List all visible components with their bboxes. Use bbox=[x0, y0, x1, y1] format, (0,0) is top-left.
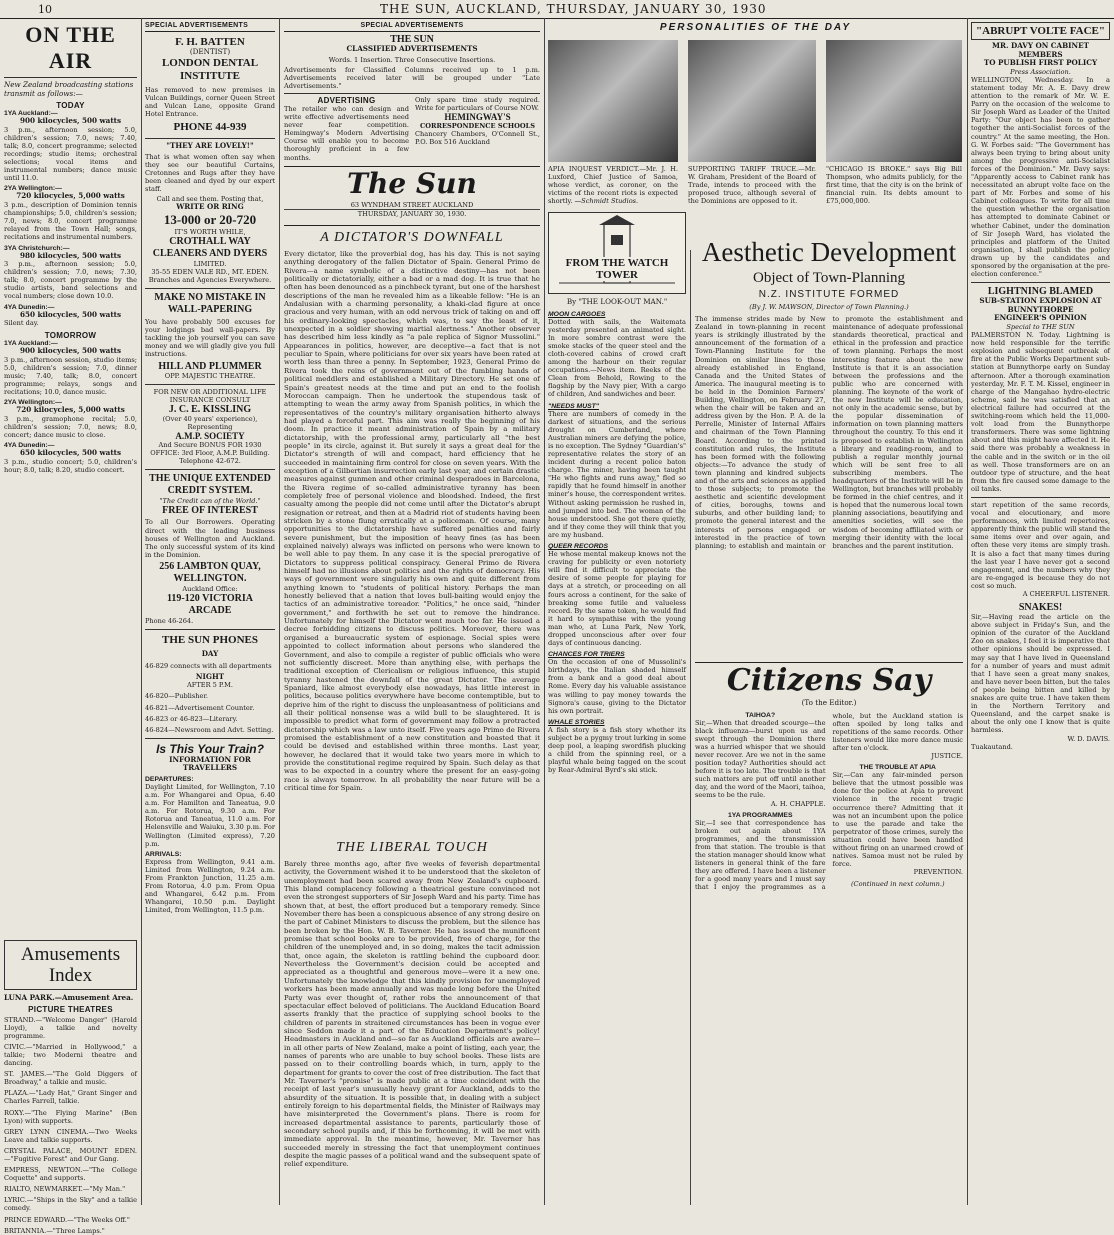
snakes-letter: Sir,—Having read the article on the above subject in Friday's Sun, and the opinion of the curator of the Auckland Zoo on snakes, I feel it is imperative that other opinions should be expressed. I may say that I have lived in Queensland for a number of years and must admit that I have seen a great many snakes, and have never been bitten, but the tales of people being bitten and killed by snakes are quite true. I have taken them in the Northern Territory and Queensland, and the carpet snake is about the only one I know that is quite harmless. bbox=[971, 613, 1110, 735]
editorial-dictator bbox=[284, 228, 540, 818]
hill-plummer-address: OPP. MAJESTIC THEATRE. bbox=[164, 371, 256, 380]
amusement-item: EMPRESS, NEWTON.—"The College Coquette" and supports. bbox=[4, 1166, 137, 1183]
caption-graham: SUPPORTING TARIFF TRUCE.—Mr. W. Graham, President of the Board of Trade, intends to proceed with the proposed truce, although several of the Dominions are opposed to it. bbox=[688, 165, 816, 206]
radio-column bbox=[4, 22, 137, 562]
page-number: 10 bbox=[38, 3, 52, 16]
phone-line: 46-821—Advertisement Counter. bbox=[145, 703, 255, 712]
editorial-liberal-body: Barely three months ago, after five weeks of feverish departmental activity, the Government wished it to be understood that the skeleton of unemployment had been scared away from New Zealand's cupboard. This bland complacency following a theatrical gesture convinced not even the strongest supporters of Sir Joseph Ward and his party. Time has shown that, at best, the effort produced but a temporary remedy. Since November there has been a conspicuous absence of any strong desire on the part of Cabinet Ministers to discuss the problem, but the silence has been broken by the Hon. W. B. Taverner. He has issued the munificent promise that school books are to be provided, free of charge, for the children of the unemployed and, in so doing, makes the tacit admission that, once again, the skeleton is rattling behind the cupboard door. Nevertheless the Government's decision could be accepted and appreciated as a thoughtful and generous move—were it a new one. Unfortunately the knowledge that this kindly provision for unemployed workers has been made annually and was made long before the United Party was ever thought of, rather robs the announcement of that spectacular effect beloved of politicians. The Auckland Education Board asserts frankly that the practice of supplying school books to the children of parents in straitened circumstances has been in vogue ever since Seddon made it a part of the Education Department's policy! Headmasters in Auckland and—so far as Auckland officials are aware—in all other parts of New Zealand, make a point of listing, each year, the names of parents who are unable to buy school books. These lists are passed on to their controlling boards which, in turn, apply to the department for grants to cover the cost of free distribution. The fact that Mr. Taverner's "promise" is made public at a time coincident with the receipt of last year's unusually heavy grant for Auckland, adds to the absurdity of the situation. It is possible that, in dealing with a subject entirely foreign to his departmental fields, the Minister of Railways may have misinterpreted the Government's plans. There is room for increased departmental assistance to parents, particularly those of secondary school pupils and, if this be forthcoming, it will be met with immediate approval. In the meantime, however, Mr. Taverner has succeeded merely in stressing the fact that unemployment continues despite the magic passes of a political wand and the subsequent spate of relief expenditure. bbox=[284, 860, 540, 1169]
editorial-liberal-title: THE LIBERAL TOUCH bbox=[336, 840, 488, 855]
amusement-item: ST. JAMES.—"The Gold Diggers of Broadway," a talkie and music. bbox=[4, 1070, 137, 1087]
lovely-call: Call and see them. Posting that, bbox=[156, 195, 264, 204]
hemingway-advertising-text: The retailer who can design and write effective advertisements need never fear competition. Hemingway's Modern Advertising Course will enable you to become thoroughly proficient in a few months. bbox=[284, 104, 409, 162]
personalities-header bbox=[548, 22, 963, 36]
kissling-bonus: And Secure BONUS FOR 1930 bbox=[158, 441, 262, 450]
wallpaper-text: You have probably 500 excuses for your lodgings bad wall-papers. By tackling the job yourself you can save money and we will gladly give you full instructions. bbox=[145, 318, 275, 359]
tower-text: On the occasion of one of Mussolini's birthdays, the Italian shaded himself from a bank and a good deal about Rome. Every day his valuable assistance was willing to pay money towards the Signora's cause, giving to the Dictator his own portrait. bbox=[548, 658, 686, 715]
station-programme: 3 p.m., gramophone recital; 5.0, children's session; 7.0, news; 8.0, concert; dance music to close. bbox=[4, 414, 137, 440]
cleaners-phone-numbers: 13-000 or 20-720 bbox=[163, 211, 257, 227]
portrait-graham bbox=[688, 40, 816, 162]
special-ads-column bbox=[145, 22, 275, 1205]
aesthetic-title: Aesthetic Development bbox=[701, 237, 957, 267]
letter-signature: JUSTICE. bbox=[931, 752, 963, 761]
batten-name: F. H. BATTEN bbox=[175, 36, 245, 48]
kissling-office: OFFICE: 3rd Floor, A.M.P. Building. Telephone 42-672. bbox=[150, 449, 270, 466]
letter-signature: PREVENTION. bbox=[913, 868, 963, 877]
aesthetic-institute: N.Z. INSTITUTE FORMED bbox=[758, 289, 900, 300]
station-programme: 3 p.m., afternoon session, studio items; 5.0, children's session; 7.0, dinner music; 7.40, talk; 8.0, concert programme; relays, songs and recitations; 10.0, dance music. bbox=[4, 355, 137, 397]
hemingway-name: HEMINGWAY'S bbox=[444, 112, 511, 123]
lightning-sub: SUB-STATION EXPLOSION AT BUNNYTHORPE bbox=[979, 296, 1102, 314]
classified-rates: Words. 1 Insertion. Three Consecutive Insertions. bbox=[328, 55, 496, 64]
train-title: Is This Your Train? bbox=[156, 741, 264, 756]
batten-institute: LONDON DENTAL INSTITUTE bbox=[161, 56, 259, 82]
letter-text: Sir,—I see that correspondence has broken out again about 1YA programmes, and the transmission from that station. The trouble is that the station manager should know what listeners in general think of the fare they are offered. I have been a listener for a good many years and I must say that I enjoy the programmes as a whole, but the Auckland station is often spoiled by long talks and repetitions of the same records. Other listeners would like more dance music after ten o'clock. bbox=[695, 711, 963, 892]
right-news-column bbox=[971, 22, 1110, 1205]
classified-footer: Advertisements for Classified Columns received up to 1 p.m. Advertisements received later will be grouped under "Late Advertisements." bbox=[284, 65, 540, 90]
amusement-item: LYRIC.—"Ships in the Sky" and a talkie comedy. bbox=[4, 1196, 137, 1213]
volte-face-body: WELLINGTON, Wednesday. In a statement today Mr. A. E. Davy drew attention to the remark of Mr. W. E. Parry on the occasion of the welcome to Sir Joseph Ward as Leader of the United Party: "Our object has been to gather together the anti-Socialist forces of the country." At the same meeting, the Hon. G. W. Forbes said: "The Government has always been trying to bring about unity among the progressive anti-Socialist forces of the Dominion." Mr. Davy says: "Apparently access to Cabinet rank has necessitated an abrupt volte face on the part of Mr. Forbes and some of his Cabinet colleagues. To write for all time the question whether the organisation has attempted to dominate Cabinet or whether Cabinet, under the domination of Sir Joseph Ward, has violated the principles and platform of the United organisation, I shall publish the policy drawn up by the candidates and sponsored by the organisation at the pre-election conference." bbox=[971, 75, 1110, 279]
portrait-luxford bbox=[548, 40, 678, 162]
editorial-liberal bbox=[284, 838, 540, 1205]
letter-heading: THE TROUBLE AT APIA bbox=[859, 764, 936, 772]
kissling-name: J. C. E. KISSLING bbox=[168, 403, 252, 415]
station-frequency: 720 kilocycles, 5,000 watts bbox=[16, 191, 125, 201]
amusement-item: ROXY.—"The Flying Marine" (Ben Lyon) with supports. bbox=[4, 1108, 137, 1125]
batten-text: Has removed to new premises in Vulcan Buildings, corner Queen Street and Vulcan Lane, opposite Grand Hotel Entrance. bbox=[145, 85, 275, 118]
editorial-dictator-body: Every dictator, like the proverbial dog, has his day. This is not saying anything derogatory of the fallen Dictator of Spain. General Primo de Rivera—a name symbolic of a distinctive destiny—has not been politically or dictatorially, either a bad or a mad dog. It is true that he often has been denounced as a pinchbeck tyrant, but one of the harshest descriptions of the man he revealed him as a likeable fellow: "He is an Andalusian with a charming personality, a khaki-clad figure at once gracious and very human, with an odd nervous trick of taking on and off his ordinary-looking spectacles, which was, to say the least of it, unexpected in a soldier showing martial alertness." Another observer has described him less kindly as "a pale replica of Signor Mussolini." Appearances in politics, however, are deceptive—a fact that is not peculiar to Spain, where politicians for over six years have been rated at worth less than three a penny. In September, 1923, General Primo de Rivera took the reins of government out of the fumbling hands of political meddlers and established a Military Directory. He set one of Spain's greatest needs at the time and put an end to the foolish Moroccan campaign. Then he undertook the stupendous task of attempting to wean the army away from Spanish politics, in which the representatives of the country's military organisation hitherto always had played a forceful part. This aim was really the beginning of his doom. In practice it meant administration of Spain by a military dictatorship, with the professional army, particularly all "the best people" in its circle, against it. But surely it says a great deal for the Dictator's strength of will and compact, hard efficiency that he succeeded in maintaining firm control for close on seven years. With the exception of a Gilbertian insurrection early last year, and certain drastic measures against gunmen and other criminal desperadoes in Barcelona, the Rivera regime of so-called administrative tyranny has been completely free of personal violence and bloodshed. Indeed, the first casualty among the people did not come until after the Dictator's abrupt resignation or retreat, and then at a Madrid riot of students having been stricken by a stone flung erratically at a policeman. Of course, many opportunities to the dictatorship have suffered penalties and fairly severe punishment, but the imposition of heavy fines (as has been explained naively) always was inflicted on persons who were known to be well able to pay them. In any case it is the special prerogative of Dictators to suppress political conspiracy. General Primo de Rivera himself had no illusions about politics and the rights of democracy. His ways of government were singularly his own and quite different from anything known to "students of political history. Perhaps the man honestly believed that a nation that loves bull-baiting would enjoy the tactics of an administrative toreador. "Politics," he once said, "hinder government," and forthwith he set out to remove the hindrance. Unfortunately for himself the Dictator went much too far. He issued a decree forbidding citizens to discuss politics. Moreover, there was organised a bureaucratic system of espionage. Social spies were appointed to collect information about persons who slandered the Government, and also to compile a register of public officials who were not sufficiently discreet. More than anything else, with perhaps the traditional exception of Clericalism or religious influence, this stupid tyranny hastened the downfall of the great Dictator. The average Spaniard, like almost everybody else nowadays, has little interest in politics, because politics everywhere have become contemptible, but to deprive him of the right to discuss the unpleasantness of politicians and all their political nonsense was a wild bull to be slaughtered. It is impossible to predict what form of government may follow a protracted dictatorship which was a law unto itself. Five years ago Primo de Rivera promised the establishment of a new constitution and boasted that it could be devised and established within three months. Last year, however, he declared that it would take two years more in which to provide the constitutional regime required by Spain. Such delay as that was to be expected in a country where the present for an easy-going race is always tomorrow. In all probability the near future will be a critical time for Spain. bbox=[284, 250, 540, 792]
hemingway-advertising-title: ADVERTISING bbox=[317, 95, 376, 105]
batten-phone: PHONE 44-939 bbox=[173, 120, 247, 133]
tower-text: There are numbers of comedy in the darkest of situations, and the serious drought on Cumberland, where Australian miners are defying the police, is no exception. The Sydney "Guardian's" representative relates the story of an incident during a recent police baton charge. The miner, having been taught "He who fights and runs away," fled so rapidly that he found himself in another miner's house, the correspondent writes. Without asking permission he rushed in, and jumped into bed. The woman of the house understood. She got there quietly, and if they come they will think that you are my husband. bbox=[548, 409, 686, 539]
sun-nameplate bbox=[284, 166, 540, 226]
tower-text: A fish story is a fish story whether its subject be a pygmy trout lurking in some deep pool, a leaping swordfish plucking a child from the spinning reel, or a playful whale being tagged on the scout by Rear-Admiral Byrd's ski stick. bbox=[548, 725, 686, 775]
station-heading: 3YA Christchurch:— bbox=[4, 244, 70, 252]
tower-heading: MOON CARGOES bbox=[548, 310, 606, 318]
amusement-item: CIVIC.—"Married in Hollywood," a talkie; two Moderni theatre and dancing. bbox=[4, 1042, 137, 1068]
hemingway-line: CORRESPONDENCE SCHOOLS bbox=[420, 122, 535, 131]
credit-address-wellington: 256 LAMBTON QUAY, WELLINGTON. bbox=[159, 560, 261, 584]
volte-face-sub: MR. DAVY ON CABINET MEMBERS bbox=[992, 41, 1089, 59]
citizens-title: Citizens Say bbox=[695, 662, 963, 699]
classified-title: THE SUN bbox=[390, 34, 434, 45]
volte-face-sub2: TO PUBLISH FIRST POLICY bbox=[983, 58, 1098, 68]
amusement-item: GREY LYNN CINEMA.—Two Weeks Leave and talkie supports. bbox=[4, 1127, 137, 1144]
hill-plummer: HILL AND PLUMMER bbox=[158, 360, 262, 372]
station-frequency: 650 kilocycles, 500 watts bbox=[19, 309, 122, 319]
kissling-intro: FOR NEW OR ADDITIONAL LIFE INSURANCE CONSULT bbox=[153, 387, 267, 404]
amusement-item: BRITANNIA.—"Three Lamps." bbox=[4, 1226, 105, 1235]
train-sub: INFORMATION FOR TRAVELLERS bbox=[169, 754, 251, 773]
station-frequency: 980 kilocycles, 500 watts bbox=[19, 250, 122, 260]
letters-continued: (Continued in next column.) bbox=[850, 880, 945, 889]
portrait-thompson bbox=[826, 40, 962, 162]
credit-address-auckland: 119-120 VICTORIA ARCADE bbox=[166, 592, 254, 616]
departures-label: DEPARTURES: bbox=[145, 776, 194, 783]
amp-society: A.M.P. SOCIETY bbox=[175, 431, 245, 442]
sun-phones-title: THE SUN PHONES bbox=[162, 634, 258, 647]
watch-tower bbox=[548, 212, 686, 1205]
station-frequency: 720 kilocycles, 5,000 watts bbox=[16, 405, 125, 415]
caption-luxford-credit: —Schmidt Studios. bbox=[574, 197, 639, 206]
lovely-title: "THEY ARE LOVELY!" bbox=[166, 140, 254, 150]
radio-intro: New Zealand broadcasting stations transmit as follows:— bbox=[4, 80, 134, 98]
station-programme: 3 p.m., description of Dominion tennis championships; 5.0, children's session; 7.0, news; 8.0, concert programme relayed from the Town Hall; songs, recitations and instrumental numbers. bbox=[4, 201, 137, 242]
train-departures: Daylight Limited, for Wellington, 7.10 a.m. For Whangarei and Opua, 6.40 a.m. For Hamilton and Taneatua, 9.0 a.m. For Rotorua, 9.30 a.m. For Rotorua and Taneatua, 11.0 a.m. For Helensville and Waiuku, 3.30 p.m. For Wellington (Limited express), 7.20 p.m. bbox=[145, 783, 275, 848]
firm-address: 35-55 EDEN VALE RD., MT. EDEN. Branches and Agencies Everywhere. bbox=[148, 267, 272, 284]
station-heading: 4YA Dunedin:— bbox=[4, 303, 55, 311]
station-heading: 2YA Wellington:— bbox=[4, 399, 62, 407]
aesthetic-article bbox=[695, 236, 963, 656]
kissling-experience: (Over 40 years' experience), Representing bbox=[162, 414, 258, 431]
amusement-item: PLAZA.—"Lady Hat," Grant Singer and Charles Farrell, talkie. bbox=[4, 1089, 137, 1106]
lovely-text: That is what women often say when they see our beautiful Curtains, Cretonnes and Rugs after they have been cleaned and dyed by our expert staff. bbox=[145, 152, 275, 193]
firm-pre: IT'S WORTH WHILE, bbox=[174, 227, 246, 236]
aesthetic-subtitle: Object of Town-Planning bbox=[753, 270, 905, 286]
amusements-index bbox=[4, 940, 137, 1235]
aesthetic-byline: (By J. W. MAWSON, Director of Town Planning.) bbox=[749, 303, 909, 311]
credit-free: FREE OF INTEREST bbox=[162, 505, 258, 517]
phones-day-line: 46-829 connects with all departments bbox=[145, 661, 272, 670]
firm-limited: LIMITED. bbox=[193, 259, 227, 268]
phone-line: 46-820—Publisher. bbox=[145, 692, 208, 701]
station-programme: Silent day. bbox=[4, 319, 39, 328]
write-or-ring: WRITE OR RING bbox=[176, 202, 244, 212]
tower-heading: QUEER RECORDS bbox=[548, 543, 609, 551]
caption-luxford bbox=[548, 165, 678, 210]
station-programme: 3 p.m., afternoon session; 5.0, children's session; 7.0, news; 7.40, talk; 8.0, concert programme; selected recordings; studio items; orchestral selections; vocal items and instrumental numbers; dance music until 11.0. bbox=[4, 125, 137, 183]
radio-title: ON THE AIR bbox=[25, 22, 116, 73]
letter-heading: 1YA PROGRAMMES bbox=[728, 811, 793, 819]
caption-thompson: "CHICAGO IS BROKE." says Big Bill Thompson, who admits publicly, for the first time, that the city is on the brink of financial ruin. Its debts amount to £75,000,000. bbox=[826, 165, 962, 206]
letter-signature: A. H. CHAPPLE. bbox=[770, 799, 826, 808]
credit-text: To all Our Borrowers. Operating direct with the leading business houses of Wellington and Auckland. The only successful system of its kind in the Dominion. bbox=[145, 518, 275, 559]
citizens-say bbox=[695, 662, 963, 1205]
station-frequency: 900 kilocycles, 500 watts bbox=[19, 116, 122, 126]
letter-text: Sir,—Can any fair-minded person believe that the utmost possible was done for the police at Apia to prevent violence in the recent tragic occurrence there? Admitting that it was not an incumbent upon the police to use the parade and take the perpetrator of those crimes, surely the situation could have been handled without firing on an unarmed crowd of natives. Samoa must not be ruled by force. bbox=[832, 771, 963, 869]
classified-block bbox=[284, 22, 540, 164]
lightning-sub2: ENGINEER'S OPINION bbox=[994, 313, 1087, 323]
hemingway-study-text: Only spare time study required. Write for particulars of Course NOW. bbox=[415, 95, 540, 113]
classified-sub: CLASSIFIED ADVERTISEMENTS bbox=[346, 44, 478, 53]
wallpaper-title: MAKE NO MISTAKE IN WALL-PAPERING bbox=[154, 292, 266, 316]
phones-day: DAY bbox=[201, 649, 219, 659]
radio-today: TODAY bbox=[56, 101, 85, 111]
batten-sub: (DENTIST) bbox=[189, 47, 231, 56]
classified-header: SPECIAL ADVERTISEMENTS bbox=[284, 22, 540, 32]
phone-line: 46-824—Newsroom and Advt. Setting. bbox=[145, 725, 274, 734]
station-programme: 3 p.m., afternoon session; 5.0, children's session; 7.0, news; 7.30, talk; 8.0, concert programme by the studio artists, band selections and vocal numbers; close down 10.0. bbox=[4, 260, 137, 301]
station-heading: 1YA Auckland:— bbox=[4, 110, 58, 118]
lightning-body: PALMERSTON N. Today. Lightning is now held responsible for the terrific explosion and subsequent outbreak of fire at the Public Works Department sub-station at Bunnythorpe early on Sunday afternoon. After a thorough examination yesterday, Mr. F. T. M. Kissel, engineer in charge of the Mangahao hydro-electric scheme, said he was satisfied that an electrical failure had occurred at the switching-room which held the 11,000-volt load from the Bunnythorpe transformers. There was some lightning about and this might have affected it. He said there was probably a weakness in the cable and in the switch or in the oil as well. Those transformers are on an outdoor type of structure, and the heat from the fire caused some damage to the oil tanks. bbox=[971, 331, 1110, 493]
amusements-picture-theatres: PICTURE THEATRES bbox=[28, 1004, 113, 1014]
credit-office: Auckland Office: bbox=[182, 584, 238, 593]
watch-tower-banner bbox=[548, 212, 686, 294]
letter-heading: TAIHOA? bbox=[745, 711, 776, 719]
amusement-item: STRAND.—"Welcome Danger" (Harold Lloyd), a talkie and novelty programme. bbox=[4, 1015, 137, 1040]
sun-date-line: THURSDAY, JANUARY 30, 1930. bbox=[284, 209, 540, 218]
credit-quote: "The Credit can of the World." bbox=[159, 497, 261, 506]
watch-tower-byline: By "THE LOOK-OUT MAN." bbox=[566, 297, 668, 306]
tower-heading: CHANCES FOR TRIERS bbox=[548, 651, 625, 659]
citizens-sub: (To the Editor.) bbox=[801, 698, 857, 707]
hemingway-address: Chancery Chambers, O'Connell St., P.O. Box 516 Auckland bbox=[415, 130, 540, 147]
snakes-signature: W. D. DAVIS. bbox=[1067, 734, 1110, 743]
tower-heading: WHALE STORIES bbox=[548, 718, 605, 726]
train-arrivals: Express from Wellington, 9.41 a.m. Limited from Wellington, 9.24 a.m. From Frankton Junction, 11.25 a.m. From Rotorua, 4.0 p.m. From Opua and Whangarei, 6.42 p.m. From Whangarei, 10.50 p.m. Daylight Limited, from Wellington, 11.5 p.m. bbox=[145, 857, 275, 915]
sun-address: 63 WYNDHAM STREET AUCKLAND bbox=[350, 201, 474, 209]
amusements-luna: LUNA PARK.—Amusement Area. bbox=[4, 993, 134, 1002]
aesthetic-body: The immense strides made by New Zealand in town-planning in recent years is strikingly illustrated by the announcement of the formation of a Town-Planning Institute for the Dominion on similar lines to those already established in England, Canada and the United States of America. The inaugural meeting is to be held in the Dominion Farmers' Building, Wellington, on February 27, when the chair will be taken and an address given by the Hon. P. A. de la Perrelle, Minister of Internal Affairs and chairman of the Town Planning Board. According to the printed constitution and rules, the Institute has been formed with the following objects:—To advance the study of town planning and kindred subjects and of the arts and sciences as applied to those subjects; to promote the aesthetic and scientific development of cities, boroughs, towns and suburbs, and other building land; to promote the general interest and the interests of persons engaged or interested in the practice of town planning; to establish and maintain or to promote the establishment and maintenance of adequate professional standards theoretical, practical and ethical in the profession and practice of town planning. Perhaps the most interesting feature about the new Institute is that it is an association between the professions and the public who are concerned with planning. The keynote of the work of the new Institute will be education, not only in the academic sense, but by the popular dissemination of information on town planning matters throughout the country. To this end it is proposed to establish in Wellington a library and reading-room, and to publish a regular monthly journal which will be sent free to all subscribing members. The headquarters of the Institute will be in Wellington, but branches will probably be formed in the chief centres, and it is hoped that the numerous local town planning associations, beautifying and amenities societies, will see the wisdom of becoming affiliated with or merging their identity with the local branches and the parent institution. bbox=[695, 315, 963, 550]
phones-night: NIGHT bbox=[195, 671, 225, 681]
snakes-place: Tuakautand. bbox=[971, 742, 1013, 751]
station-heading: 2YA Wellington:— bbox=[4, 185, 62, 193]
masthead-title: THE SUN, AUCKLAND, THURSDAY, JANUARY 30, 1930 bbox=[380, 2, 767, 16]
personalities-title: PERSONALITIES OF THE DAY bbox=[659, 22, 852, 33]
amusement-item: RIALTO, NEWMARKET.—"My Man." bbox=[4, 1185, 126, 1194]
watch-tower-title: FROM THE WATCH TOWER bbox=[553, 257, 681, 281]
arrivals-label: ARRIVALS: bbox=[145, 850, 182, 858]
special-ads-header: SPECIAL ADVERTISEMENTS bbox=[145, 22, 275, 32]
amusements-title: Amusements Index bbox=[20, 944, 121, 986]
station-heading: 1YA Auckland:— bbox=[4, 340, 58, 348]
amusement-item: PRINCE EDWARD.—"The Weeks Off." bbox=[4, 1215, 130, 1224]
credit-phone: Phone 46-264. bbox=[145, 616, 194, 625]
volte-face-byline: Press Association. bbox=[1010, 67, 1071, 76]
caption-luxford-text: APIA INQUEST VERDICT.—Mr. J. H. Luxford, Chief Justice of Samoa, whose verdict, as coroner, on the victims of the recent riots is expected shortly. bbox=[548, 165, 678, 206]
letter-text: Sir,—When that dreaded scourge—the black influenza—burst upon us and swept through the Dominion there was a hurried whisper that we should never recover. Are we not in the same position today? Authorities should act before it is too late. The trouble is that such matters are put off until another day, and the word of the Maori, taihoa, seems to be the rule. bbox=[695, 718, 826, 800]
station-frequency: 650 kilocycles, 500 watts bbox=[19, 448, 122, 458]
station-heading: 4YA Dunedin:— bbox=[4, 442, 55, 450]
tower-text: He whose mental makeup knows not the craving for publicity or even notoriety will find it difficult to appreciate the desire of some people for playing for days at a stretch, or proceeding on all fours across a continent, for the sake of breaking some futile and valueless record. By the same token, he would find it hard to sympathise with the young man who, at Luna Park, New York, dropped unconscious after over four days of continuous dancing. bbox=[548, 550, 686, 648]
tower-text: Dotted with sails, the Waitemata yesterday presented an animated sight. In more sombre contrast were the smoke stacks of the queer steel and the cloth-covered cabins of crowd craft among the harbour on their regular occupations.—News item. Reeks of the Clean from Behold, Rowing to the flagship by the Navy pier, With a cargo of children, And sandwiches and beer. bbox=[548, 317, 686, 399]
tower-heading: "NEEDS MUST" bbox=[548, 402, 600, 410]
phone-line: 46-823 or 46-823—Literary. bbox=[145, 714, 238, 723]
amusement-item: CRYSTAL PALACE, MOUNT EDEN.—"Fugitive Forest" and Our Gang. bbox=[4, 1146, 137, 1163]
credit-title: THE UNIQUE EXTENDED CREDIT SYSTEM. bbox=[149, 473, 271, 497]
lightning-heading: LIGHTNING BLAMED bbox=[987, 286, 1094, 298]
editorial-dictator-title: A DICTATOR'S DOWNFALL bbox=[320, 230, 504, 245]
sun-logo: The Sun bbox=[347, 167, 477, 200]
cleaners-firm-name: CROTHALL WAY CLEANERS AND DYERS bbox=[152, 235, 268, 259]
radio-tomorrow: TOMORROW bbox=[44, 331, 97, 341]
station-programme: 3 p.m., studio concert; 5.0, children's hour; 8.0, talk; 8.20, studio concert. bbox=[4, 457, 137, 474]
listener-signature: A CHEERFUL LISTENER. bbox=[1022, 590, 1110, 598]
snakes-heading: SNAKES! bbox=[1018, 602, 1063, 614]
volte-face-heading: "ABRUPT VOLTE FACE" bbox=[976, 25, 1105, 37]
page-masthead bbox=[0, 0, 1114, 19]
phones-after: AFTER 5 P.M. bbox=[187, 681, 233, 690]
station-frequency: 900 kilocycles, 500 watts bbox=[19, 346, 122, 356]
listener-letter: start repetition of the same records, vocal and elocutionary, and more performances, with limited repertoires, apparently think the public will stand the same items over and over again, and often these very items are simply trash. It is also a fact that many times during the last year I have never got a second engagement, and the numbers why they are re-engaged is because they do not cost so much. bbox=[971, 500, 1110, 590]
lightning-byline: Special to THE SUN bbox=[1006, 323, 1075, 331]
